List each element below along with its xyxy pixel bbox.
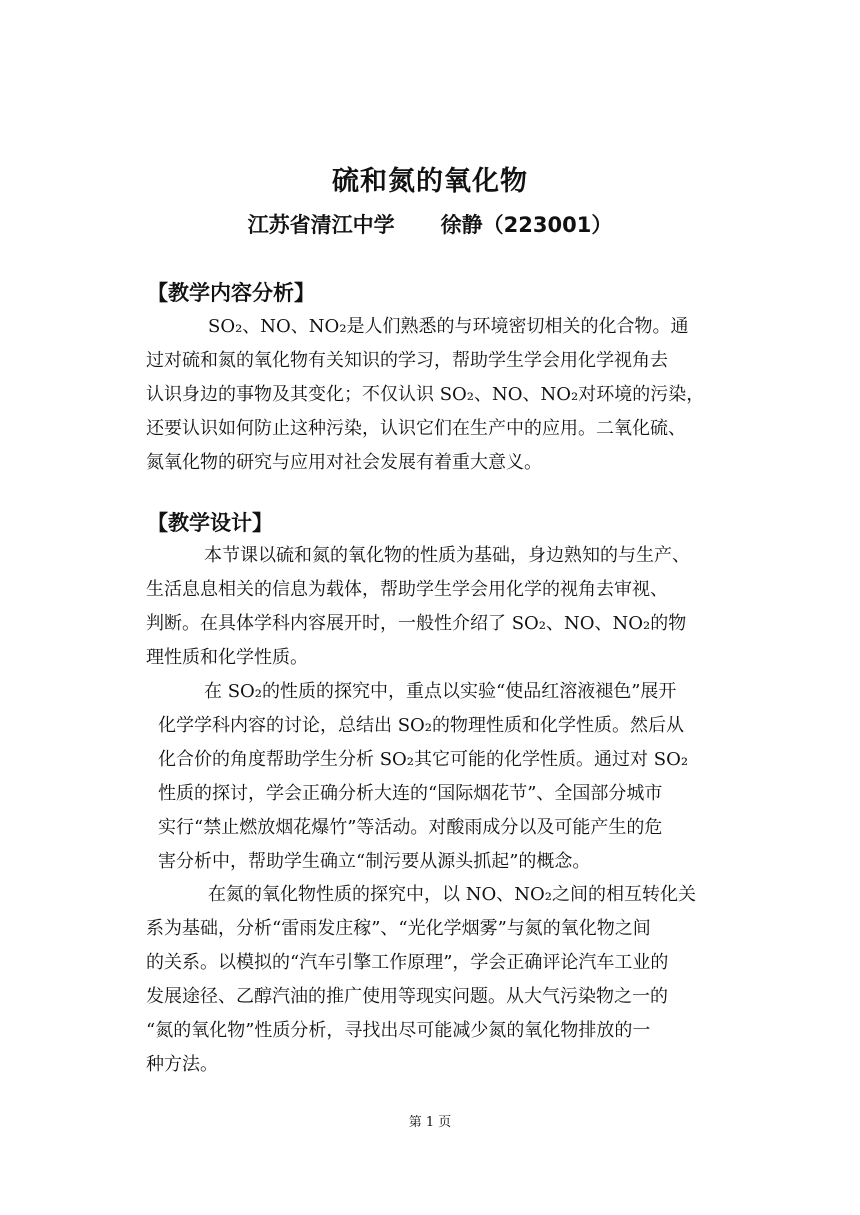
paragraph-line: 认识身边的事物及其变化；不仅认识 SO₂、NO、NO₂对环境的污染，	[146, 384, 705, 405]
paragraph-line: 判断。在具体学科内容展开时，一般性介绍了 SO₂、NO、NO₂的物	[146, 613, 687, 634]
paragraph-so2-inquiry	[158, 675, 730, 879]
paragraph-line: 理性质和化学性质。	[146, 647, 308, 668]
paragraph-content-analysis	[146, 310, 728, 480]
paragraph-design-intro	[146, 539, 728, 675]
paragraph-line: 实行“禁止燃放烟花爆竹”等活动。对酸雨成分以及可能产生的危	[158, 817, 663, 838]
paragraph-line: 化合价的角度帮助学生分析 SO₂其它可能的化学性质。通过对 SO₂	[158, 749, 689, 770]
paragraph-nox-inquiry	[146, 878, 728, 1082]
paragraph-line: 在 SO₂的性质的探究中，重点以实验“使品红溶液褪色”展开	[204, 681, 677, 702]
paragraph-line: 性质的探讨，学会正确分析大连的“国际烟花节”、全国部分城市	[158, 783, 663, 804]
paragraph-line: “氮的氧化物”性质分析，寻找出尽可能减少氮的氧化物排放的一	[146, 1020, 651, 1041]
paragraph-line: SO₂、NO、NO₂是人们熟悉的与环境密切相关的化合物。通	[208, 316, 689, 337]
paragraph-line: 害分析中，帮助学生确立“制污要从源头抓起”的概念。	[158, 851, 591, 872]
paragraph-line: 氮氧化物的研究与应用对社会发展有着重大意义。	[146, 452, 542, 473]
paragraph-line: 还要认识如何防止这种污染，认识它们在生产中的应用。二氧化硫、	[146, 418, 686, 439]
paragraph-line: 过对硫和氮的氧化物有关知识的学习，帮助学生学会用化学视角去	[146, 350, 668, 371]
document-byline	[0, 210, 860, 240]
school-name: 江苏省清江中学	[247, 213, 395, 237]
section-heading-content-analysis: 【教学内容分析】	[147, 281, 315, 305]
page-number: 第 1 页	[408, 1115, 452, 1130]
paragraph-line: 在氮的氧化物性质的探究中，以 NO、NO₂之间的相互转化关	[208, 884, 696, 905]
paragraph-line: 发展途径、乙醇汽油的推广使用等现实问题。从大气污染物之一的	[146, 986, 668, 1007]
paragraph-line: 生活息息相关的信息为载体，帮助学生学会用化学的视角去审视、	[146, 579, 668, 600]
section-heading-teaching-design: 【教学设计】	[147, 511, 273, 535]
paragraph-line: 种方法。	[146, 1054, 218, 1075]
author-name: 徐静（223001）	[440, 213, 613, 237]
paragraph-line: 本节课以硫和氮的氧化物的性质为基础，身边熟知的与生产、	[204, 545, 690, 566]
paragraph-line: 的关系。以模拟的“汽车引擎工作原理”，学会正确评论汽车工业的	[146, 952, 669, 973]
paragraph-line: 化学学科内容的讨论，总结出 SO₂的物理性质和化学性质。然后从	[158, 715, 685, 736]
document-title: 硫和氮的氧化物	[332, 166, 528, 197]
paragraph-line: 系为基础，分析“雷雨发庄稼”、“光化学烟雾”与氮的氧化物之间	[146, 918, 651, 939]
